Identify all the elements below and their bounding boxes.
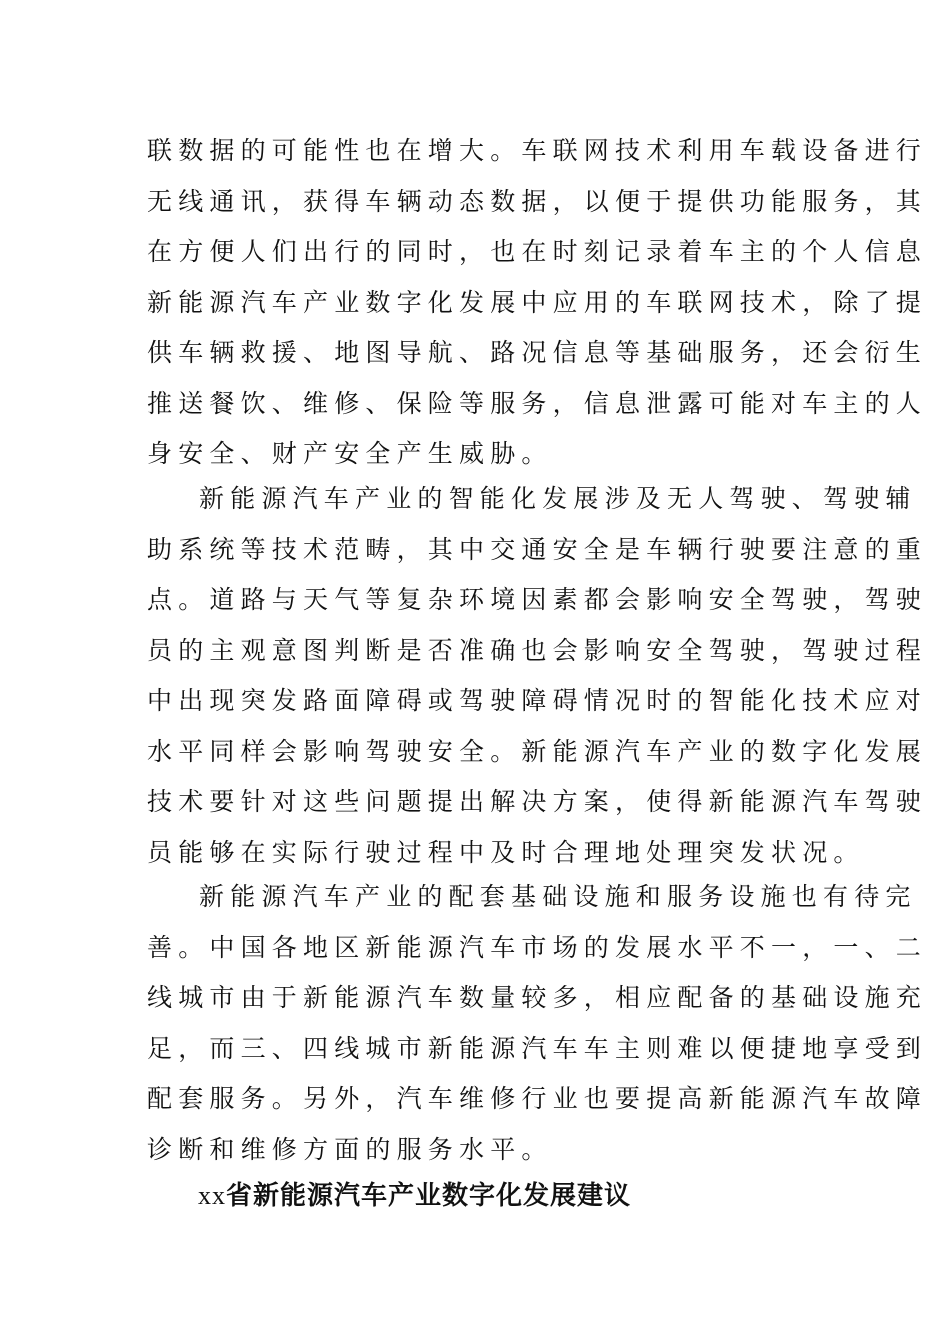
paragraph-line: 足，而三、四线城市新能源汽车车主则难以便捷地享受到 bbox=[147, 1033, 928, 1063]
paragraph-line: 推送餐饮、维修、保险等服务，信息泄露可能对车主的人 bbox=[147, 388, 928, 418]
paragraph-line: 无线通讯，获得车辆动态数据，以便于提供功能服务，其 bbox=[147, 186, 928, 216]
section-heading bbox=[198, 1176, 631, 1216]
paragraph-data-privacy bbox=[147, 126, 928, 480]
paragraph-line: 水平同样会影响驾驶安全。新能源汽车产业的数字化发展 bbox=[147, 736, 928, 766]
paragraph-line: 助系统等技术范畴，其中交通安全是车辆行驶要注意的重 bbox=[147, 534, 928, 564]
section-heading-text: 省新能源汽车产业数字化发展建议 bbox=[226, 1181, 632, 1211]
paragraph-intelligent-driving bbox=[147, 474, 928, 878]
paragraph-line: 身安全、财产安全产生威胁。 bbox=[147, 439, 553, 468]
paragraph-line: 技术要针对这些问题提出解决方案，使得新能源汽车驾驶 bbox=[147, 787, 928, 816]
paragraph-infrastructure bbox=[147, 872, 928, 1175]
paragraph-line: 新能源汽车产业的配套基础设施和服务设施也有待完 bbox=[199, 882, 917, 911]
paragraph-line: 善。中国各地区新能源汽车市场的发展水平不一，一、二 bbox=[147, 932, 928, 962]
paragraph-line: 配套服务。另外，汽车维修行业也要提高新能源汽车故障 bbox=[147, 1084, 928, 1113]
paragraph-line: 供车辆救援、地图导航、路况信息等基础服务，还会衍生 bbox=[147, 338, 928, 367]
paragraph-line: 在方便人们出行的同时，也在时刻记录着车主的个人信息 bbox=[147, 237, 928, 266]
paragraph-line: 员的主观意图判断是否准确也会影响安全驾驶，驾驶过程 bbox=[147, 635, 928, 665]
paragraph-line: 新能源汽车产业的智能化发展涉及无人驾驶、驾驶辅 bbox=[199, 484, 917, 513]
paragraph-line: 新能源汽车产业数字化发展中应用的车联网技术，除了提 bbox=[147, 287, 928, 317]
paragraph-line: 联数据的可能性也在增大。车联网技术利用车载设备进行 bbox=[147, 136, 928, 165]
paragraph-line: 诊断和维修方面的服务水平。 bbox=[147, 1134, 553, 1164]
paragraph-line: 线城市由于新能源汽车数量较多，相应配备的基础设施充 bbox=[147, 983, 928, 1012]
paragraph-line: 员能够在实际行驶过程中及时合理地处理突发状况。 bbox=[147, 837, 865, 867]
section-heading-prefix: xx bbox=[198, 1181, 226, 1210]
paragraph-line: 点。道路与天气等复杂环境因素都会影响安全驾驶，驾驶 bbox=[147, 585, 928, 614]
paragraph-line: 中出现突发路面障碍或驾驶障碍情况时的智能化技术应对 bbox=[147, 686, 928, 715]
